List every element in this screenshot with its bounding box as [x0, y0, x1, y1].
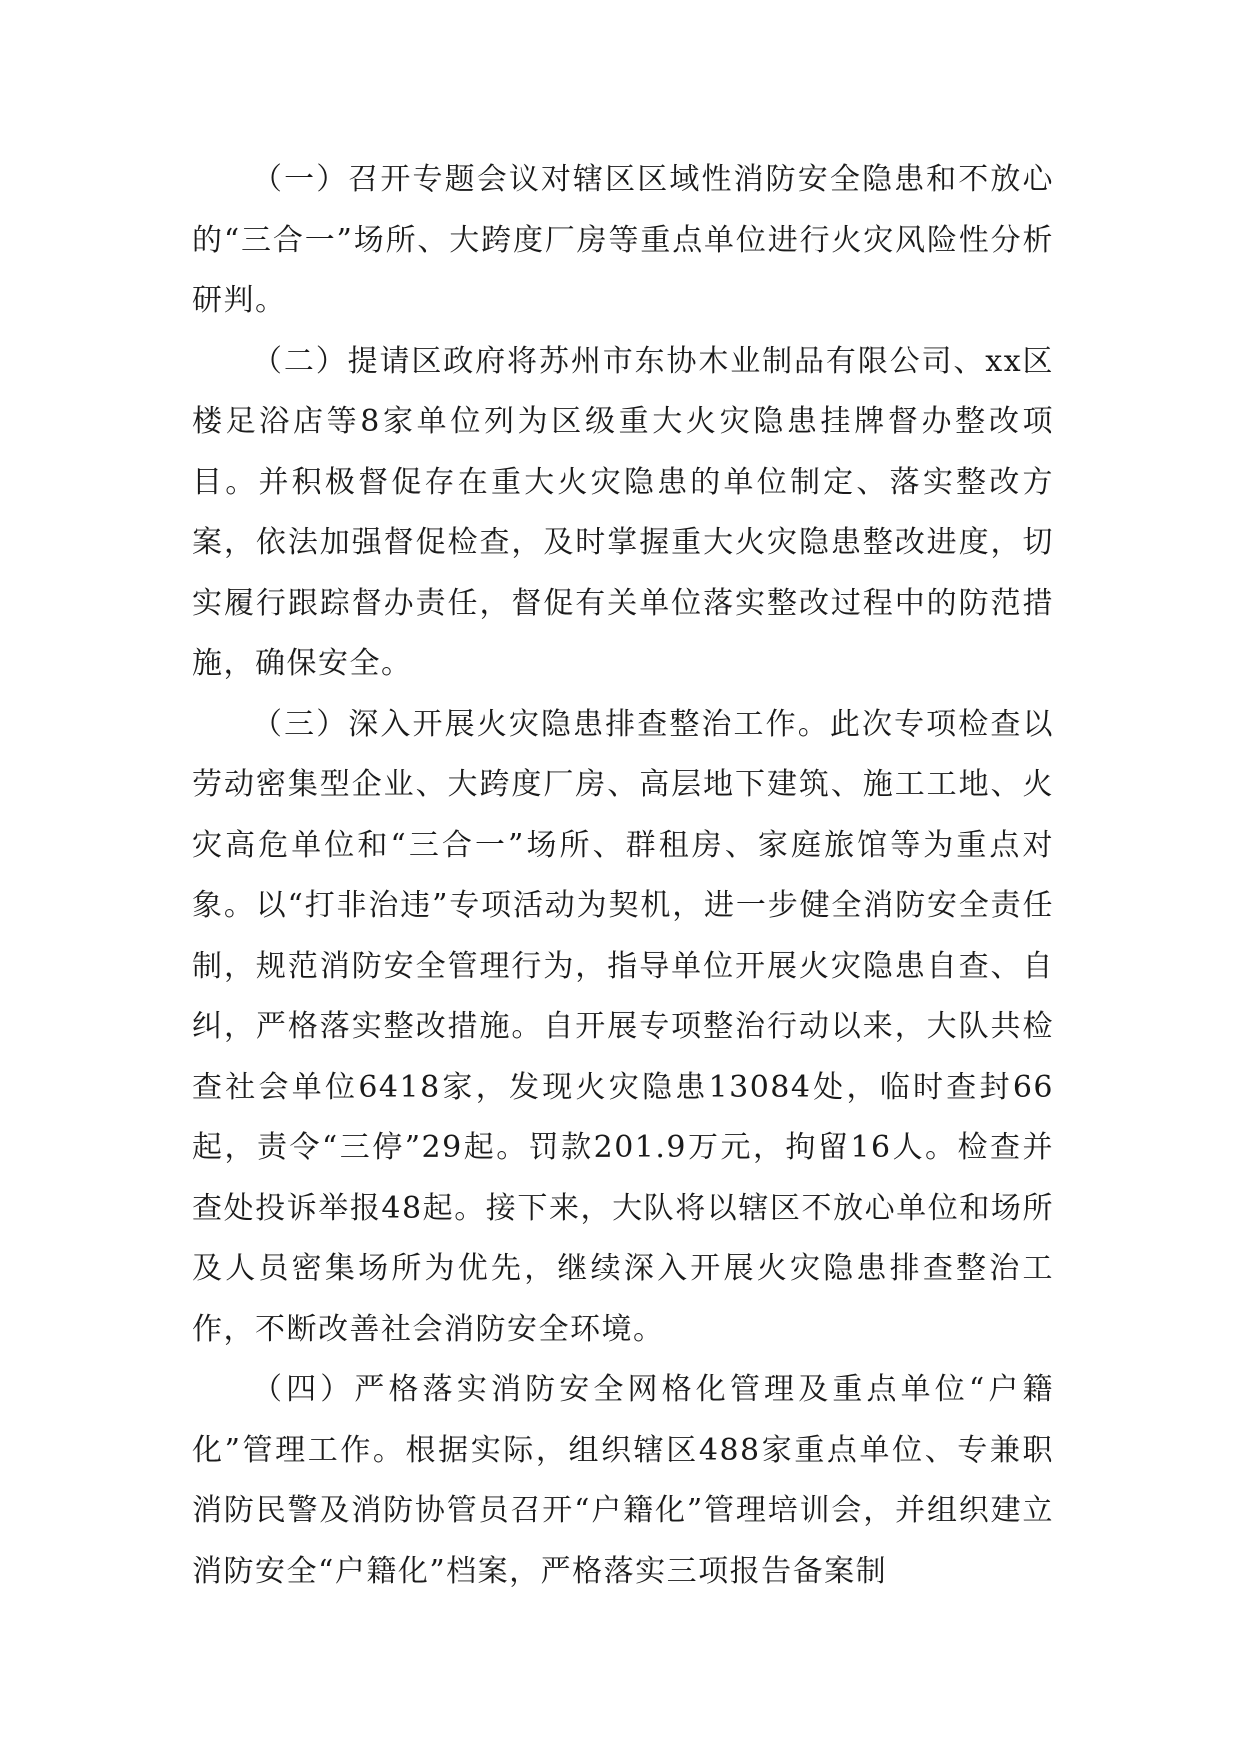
paragraph-3: （三）深入开展火灾隐患排查整治工作。此次专项检查以劳动密集型企业、大跨度厂房、高层地下建筑、施工工地、火灾高危单位和“三合一”场所、群租房、家庭旅馆等为重点对象。以“打非治违”专项活动为契机，进一步健全消防安全责任制，规范消防安全管理行为，指导单位开展火灾隐患自查、自纠，严格落实整改措施。自开展专项整治行动以来，大队共检查社会单位6418家，发现火灾隐患13084处，临时查封66起，责令“三停”29起。罚款201.9万元，拘留16人。检查并查处投诉举报48起。接下来，大队将以辖区不放心单位和场所及人员密集场所为优先，继续深入开展火灾隐患排查整治工作，不断改善社会消防安全环境。 [192, 706, 1054, 1347]
paragraph-1: （一）召开专题会议对辖区区域性消防安全隐患和不放心的“三合一”场所、大跨度厂房等重点单位进行火灾风险性分析研判。 [192, 162, 1054, 318]
paragraph-2: （二）提请区政府将苏州市东协木业制品有限公司、xx区楼足浴店等8家单位列为区级重大火灾隐患挂牌督办整改项目。并积极督促存在重大火灾隐患的单位制定、落实整改方案，依法加强督促检查，及时掌握重大火灾隐患整改进度，切实履行跟踪督办责任，督促有关单位落实整改过程中的防范措施，确保安全。 [192, 343, 1054, 681]
document-body [192, 150, 1054, 1602]
paragraph-4: （四）严格落实消防安全网格化管理及重点单位“户籍化”管理工作。根据实际，组织辖区488家重点单位、专兼职消防民警及消防协管员召开“户籍化”管理培训会，并组织建立消防安全“户籍化”档案，严格落实三项报告备案制 [192, 1372, 1054, 1589]
